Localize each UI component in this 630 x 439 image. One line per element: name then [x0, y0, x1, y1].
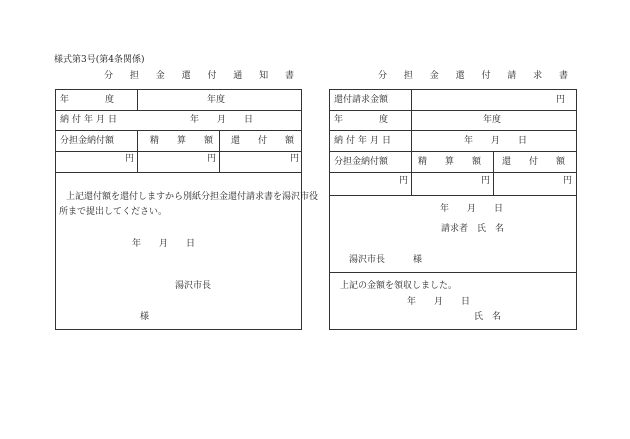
- notice-body-line-2: 所まで提出してください。: [59, 207, 168, 217]
- claim-date: 年 月 日: [440, 204, 504, 214]
- divider: [493, 151, 494, 195]
- yen-unit: 円: [399, 176, 409, 186]
- form-number: 様式第3号(第4条関係): [54, 55, 145, 65]
- notice-date: 年 月 日: [132, 239, 196, 249]
- yen-unit: 円: [125, 154, 135, 164]
- mayor-name: 湯沢市長: [349, 255, 386, 265]
- yen-unit: 円: [556, 95, 566, 105]
- paid-amount-label: 分担金納付額: [334, 157, 389, 167]
- divider: [329, 272, 577, 273]
- receipt-name-label: 氏 名: [474, 312, 502, 322]
- mayor-name: 湯沢市長: [175, 281, 212, 291]
- fiscal-year-label: 年 度: [334, 115, 389, 125]
- refund-amount-label: 還 付 額: [231, 136, 295, 146]
- claim-title: 分 担 金 還 付 請 求 書: [378, 71, 576, 81]
- yen-unit: 円: [290, 154, 300, 164]
- notice-body-line-1: 上記還付額を還付しますから別紙分担金還付請求書を湯沢市役: [66, 192, 319, 202]
- divider: [329, 110, 577, 111]
- divider: [55, 130, 302, 131]
- payment-date-label: 納付年月日: [60, 115, 121, 125]
- settled-amount-label: 精 算 額: [418, 157, 482, 167]
- divider: [137, 130, 138, 172]
- payment-date-label: 納付年月日: [334, 136, 395, 146]
- payment-date-value: 年 月 日: [464, 136, 528, 146]
- paid-amount-label: 分担金納付額: [60, 136, 115, 146]
- refund-amount-label: 還 付 額: [502, 157, 566, 167]
- honorific: 様: [140, 312, 150, 322]
- receipt-statement: 上記の金額を領収しました。: [340, 281, 458, 291]
- divider: [137, 89, 138, 110]
- requester-name-label: 請求者 氏 名: [441, 224, 505, 234]
- fiscal-year-value: 年度: [483, 115, 502, 125]
- settled-amount-label: 精 算 額: [150, 136, 214, 146]
- notice-title: 分 担 金 還 付 通 知 書: [104, 71, 302, 81]
- fiscal-year-value: 年度: [207, 95, 226, 105]
- divider: [55, 151, 302, 152]
- receipt-date: 年 月 日: [407, 297, 471, 307]
- divider: [55, 172, 302, 173]
- divider: [329, 172, 577, 173]
- yen-unit: 円: [481, 176, 491, 186]
- fiscal-year-label: 年 度: [60, 95, 115, 105]
- honorific: 様: [413, 255, 423, 265]
- divider: [55, 110, 302, 111]
- divider: [329, 151, 577, 152]
- claim-amount-label: 還付請求金額: [334, 95, 389, 105]
- payment-date-value: 年 月 日: [190, 115, 254, 125]
- yen-unit: 円: [207, 154, 217, 164]
- divider: [329, 195, 577, 196]
- divider: [411, 89, 412, 195]
- yen-unit: 円: [563, 176, 573, 186]
- divider: [329, 130, 577, 131]
- divider: [219, 130, 220, 172]
